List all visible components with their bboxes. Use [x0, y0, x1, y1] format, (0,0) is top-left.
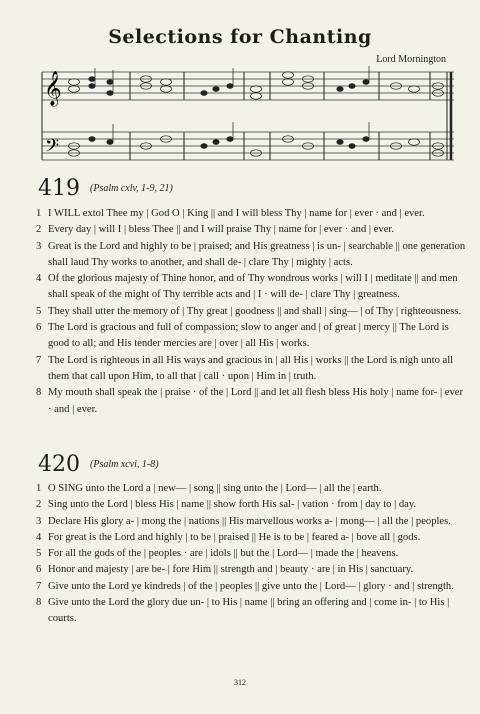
hymn-number: 419: [38, 176, 80, 201]
verse-number: 7: [36, 580, 42, 592]
verse-list: [36, 206, 468, 418]
psalm-reference: (Psalm xcvi, 1-8): [90, 459, 159, 470]
bass-clef-icon: 𝄢: [45, 136, 60, 161]
verse: [36, 530, 468, 546]
page-number: 312: [234, 678, 246, 687]
page-title: Selections for Chanting: [108, 26, 372, 48]
verse-text: They shall utter the memory of | Thy great | goodness || and shall | sing— | of Thy | righteousness.: [48, 305, 462, 317]
verse-number: 1: [36, 208, 42, 219]
verse-number: 2: [36, 499, 42, 511]
psalm-reference: (Psalm cxlv, 1-9, 21): [90, 183, 173, 194]
verse: [36, 595, 468, 628]
verse-number: 4: [36, 531, 42, 543]
verse-text: O SING unto the Lord a | new— | song || sing unto the | Lord— | all the | earth.: [48, 483, 382, 494]
verse-text: Of the glorious majesty of Thine honor, and of Thy wondrous works | will I | meditate || and men shall speak of the might of Thy terrible acts and | I · will de- | clare Thy | greatness.: [48, 273, 458, 301]
verse-number: 6: [36, 322, 42, 334]
verse: [36, 514, 468, 530]
verse: [36, 497, 468, 513]
verse-text: I WILL extol Thee my | God O | King || and I will bless Thy | name for | ever · and | ever.: [48, 208, 425, 219]
chant-score: [34, 64, 460, 168]
verse: [36, 579, 468, 595]
verse: [36, 562, 468, 578]
verse-number: 2: [36, 224, 42, 236]
treble-staff: [42, 72, 454, 100]
verse: [36, 481, 468, 497]
verse-text: Give unto the Lord the glory due un- | to His | name || bring an offering and | come in- | to His | courts.: [48, 597, 450, 625]
verse-number: 5: [36, 548, 42, 560]
verse: [36, 385, 468, 418]
verse-number: 3: [36, 515, 42, 527]
verse-text: The Lord is gracious and full of compassion; slow to anger and | of great | mercy || The Lord is good to all; and His tender mercies are | over | all His | works.: [48, 322, 449, 350]
verse-number: 7: [36, 354, 42, 366]
verse-text: My mouth shall speak the | praise · of the | Lord || and let all flesh bless His holy | name for- | ever · and | ever.: [48, 387, 463, 415]
hymn-header: [38, 176, 173, 201]
hymn-number: 420: [38, 452, 80, 477]
verse-number: 3: [36, 240, 42, 252]
verse-number: 8: [36, 387, 42, 399]
verse: [36, 353, 468, 386]
verse-text: Sing unto the Lord | bless His | name || show forth His sal- | vation · from | day to | day.: [48, 499, 417, 511]
verse-text: Honor and majesty | are be- | fore Him || strength and | beauty · are | in His | sanctuary.: [48, 564, 414, 576]
verse-text: Great is the Lord and highly to be | praised; and His greatness | is un- | searchable || one generation shall laud Thy works to another, and shall de- | clare Thy | mighty | acts.: [48, 240, 466, 268]
verse-number: 8: [36, 597, 42, 609]
verse-text: Declare His glory a- | mong the | nations || His marvellous works a- | mong— | all the | peoples.: [48, 515, 451, 527]
hymn-header: [38, 452, 159, 477]
verse-number: 6: [36, 564, 42, 576]
bass-staff: [42, 132, 454, 160]
verse: [36, 239, 468, 272]
verse-text: The Lord is righteous in all His ways and gracious in | all His | works || the Lord is nigh unto all them that call upon Him, to all that | call · upon | Him in | truth.: [48, 354, 454, 382]
verse-text: For great is the Lord and highly | to be | praised || He is to be | feared a- | bove all | gods.: [48, 531, 421, 543]
chant-notes: [69, 66, 444, 156]
verse-number: 1: [36, 483, 42, 494]
composer-credit: Lord Mornington: [376, 54, 446, 65]
verse-text: Give unto the Lord ye kindreds | of the | peoples || give unto the | Lord— | glory · and | strength.: [48, 580, 454, 592]
treble-clef-icon: 𝄞: [44, 71, 62, 106]
verse-list: [36, 481, 468, 628]
verse: [36, 222, 468, 238]
verse: [36, 271, 468, 304]
verse-number: 5: [36, 305, 42, 317]
verse-text: Every day | will I | bless Thee || and I will praise Thy | name for | ever · and | ever.: [48, 224, 394, 236]
verse-text: For all the gods of the | peoples · are | idols || but the | Lord— | made the | heavens.: [48, 548, 399, 560]
verse-number: 4: [36, 273, 42, 285]
verse: [36, 304, 468, 320]
verse: [36, 320, 468, 353]
verse: [36, 546, 468, 562]
verse: [36, 206, 468, 222]
